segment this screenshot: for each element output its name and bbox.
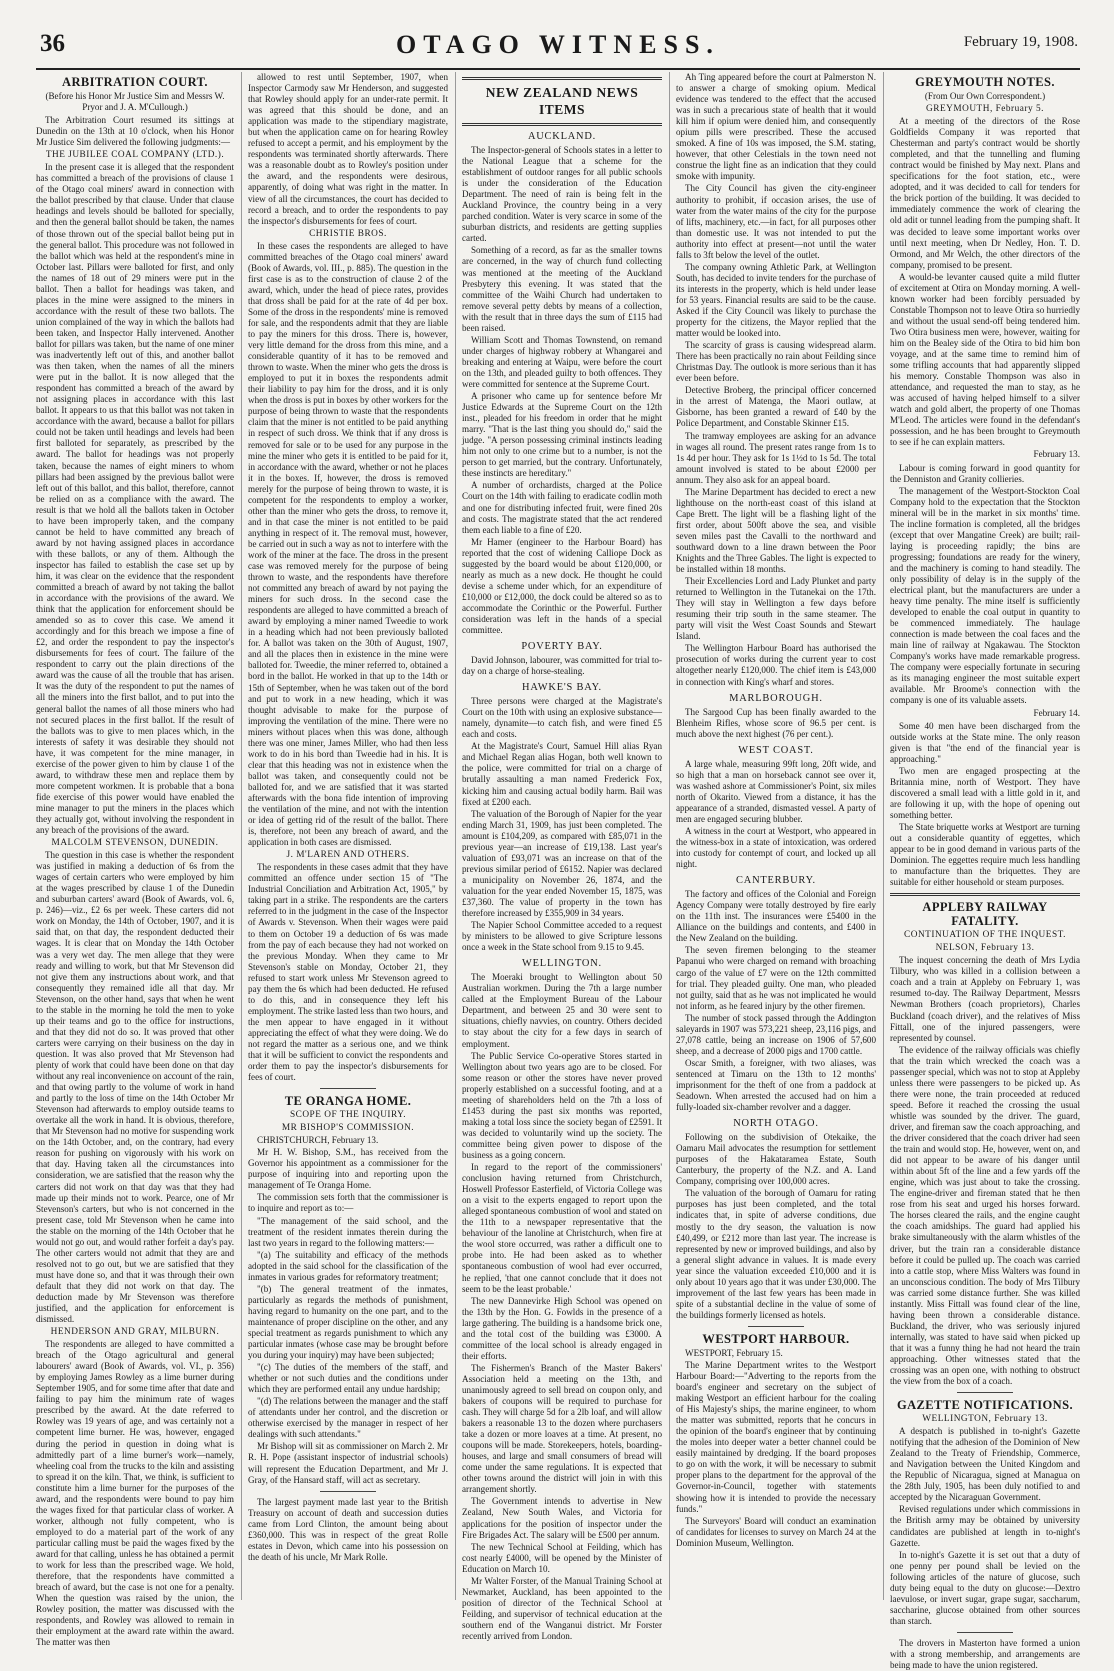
- region-heading: POVERTY BAY.: [521, 641, 603, 653]
- article-subheading: (From Our Own Correspondent.): [924, 91, 1046, 101]
- column-divider: [883, 72, 884, 1600]
- paragraph: Following on the subdivision of Otekaike, the Oamaru Mail advocates the resumption for settlement purposes of the Hakataramea Estate, South Canterbury, the property of the N.Z. and A. Land Company, comprising over 100,000 acres.: [676, 1132, 876, 1187]
- paragraph: The factory and offices of the Colonial and Foreign Agency Company were totally destroyed by fire early on the 11th inst. The insurances were £5400 in the Alliance on the buildings and contents, and £400 in the New Zealand on the building.: [676, 889, 876, 944]
- article-subheading: CONTINUATION OF THE INQUEST.: [904, 930, 1066, 941]
- dateline: GREYMOUTH, February 5.: [926, 104, 1044, 115]
- section-rule: [320, 1491, 376, 1492]
- paragraph: The Arbitration Court resumed its sittings at Dunedin on the 13th at 10 o'clock, when his Honor Mr Justice Sim delivered the following judgments:—: [36, 115, 234, 148]
- paragraph: A number of orchardists, charged at the Police Court on the 14th with failing to eradicate codlin moth and one for distributing infected fruit, were fined 20s and costs. The magistrate stated that the act rendered them each liable to a fine of £20.: [462, 480, 662, 535]
- column-3: [462, 72, 662, 1641]
- paragraph: The scarcity of grass is causing widespread alarm. There has been practically no rain about Feilding since Christmas Day. The outlook is more serious than it has ever been before.: [676, 340, 876, 384]
- paragraph: A witness in the court at Westport, who appeared in the witness-box in a state of intoxication, was ordered into custody for contempt of court, and locked up all night.: [676, 826, 876, 870]
- paragraph: In the present case it is alleged that the respondent has committed a breach of the provisions of clause 1 of the Otago coal miners' award in connection with the ballot prescribed by that clause. Under that clause headings and levels should be balloted for specially, and then the general ballot should be taken, the names of those thrown out of the special ballot being put in the general ballot. This procedure was not followed in the ballot which was held at the respondent's mine in October last. Pillars were balloted for first, and only the names of 18 out of 29 miners were put in the ballot. Then a ballot for headings was taken, and places in the mine were assigned to the miners in accordance with the result of these two ballots. The union complained of the way in which the ballots had been taken, and Inspector Hally intervened. Another ballot for pillars was taken, but the name of one miner was inadvertently left out of this, and another ballot was then taken, when the names of all the miners were put in the ballot. It is now alleged that the respondent has committed a breach of the award by not assigning places in accordance with this last ballot. It appears to us that this ballot was not taken in accordance with the award, because a ballot for pillars could not be taken until headings and levels had been first balloted for separately, as prescribed by the award. The ballot for headings was not properly taken, because the names of eight miners to whom pillars had been assigned by the previous ballot were left out of this ballot, and this ballot, therefore, cannot be relied on as a compliance with the award. The result is that we hold all the ballots taken in October to have been improperly taken, and the company cannot be held to have committed any breach of award by not having assigned places in accordance with these ballots, or any of them. Although the inspector has failed to establish the case set up by him, it was clear on the evidence that the respondent committed a breach of award by not taking the ballot in accordance with the provisions of the award. We think that the application for enforcement should be amended so as to cover this case. We amend it accordingly and for this breach we impose a fine of £2, and order the respondent to pay the inspector's disbursements for fees of court. The failure of the respondent to carry out the plain directions of the award was the cause of all the trouble that has arisen. It was the duty of the respondent to put the names of all the miners into the first ballot, and to put into the general ballot the names of all those miners who had not secured places in the first ballot. If the result of the ballots was to give to men places which, in the interests of safety it was desirable they should not have, it was competent for the mine manager, in exercise of the power given to him by clause 1 of the award, to withdraw these men and replace them by more competent workmen. It is probable that a bona fide exercise of this power would have enabled the mine manager to put the miners in the places which they actually got, without involving the respondent in any breach of the provisions of the award.: [36, 162, 234, 836]
- paragraph: The new Dannevirke High School was opened on the 13th by the Hon. G. Fowlds in the presence of a large gathering. The building is a handsome brick one, and the total cost of the building was £3000. A committee of the local school is already engaged in their efforts.: [462, 1295, 662, 1361]
- paragraph: In to-night's Gazette it is set out that a duty of one penny per pound shall be levied on the following articles of the nature of glucose, such duty being equal to the duty on glucose:—Dextro laevulose, or invert sugar, grape sugar, saccharum, saccharine, glucose obtained from other sources than starch.: [890, 1549, 1080, 1626]
- paragraph: The Surveyors' Board will conduct an examination of candidates for licenses to survey on March 24 at the Dominion Museum, Wellington.: [676, 1515, 876, 1548]
- paragraph: The valuation of the Borough of Napier for the year ending March 31, 1909, has just been completed. The amount is £104,209, as compared with £85,071 in the previous year—an increase of £19,138. Last year's valuation of £93,071 was an increase on that of the previous similar period of £6152. Napier was declared a municipality on November 26, 1874, and the valuation for the year ended November 15, 1875, was £37,360. The value of property in the town has therefore increased by £355,909 in 34 years.: [462, 808, 662, 919]
- region-heading: MARLBOROUGH.: [729, 692, 823, 704]
- dateline: NELSON, February 13.: [935, 943, 1035, 954]
- paragraph: Some 40 men have been discharged from the outside works at the State mine. The only reason given is that "the end of the financial year is approaching.": [890, 720, 1080, 764]
- paragraph: Mr Hamer (engineer to the Harbour Board) has reported that the cost of widening Calliope Dock as suggested by the board would be about £120,000, or nearly as much as a new dock. He thought he could devise a scheme under which, for an expenditure of £10,000 or £12,000, the dock could be altered so as to accommodate the Corinthic or the Powerful. Further consideration was left in the hands of a special committee.: [462, 536, 662, 636]
- case-title: MALCOLM STEVENSON, DUNEDIN.: [51, 838, 219, 849]
- paragraph: The company owning Athletic Park, at Wellington South, has decided to invite tenders for the purchase of its interests in the property, which is held under lease for 53 years. Financial results are said to be the cause. Asked if the City Council was likely to purchase the property for the citizens, the Mayor replied that the matter would be looked into.: [676, 261, 877, 339]
- column-divider: [455, 72, 456, 1600]
- page-number: 36: [40, 30, 65, 57]
- paragraph: The Napier School Committee acceded to a request by ministers to be allowed to give Scripture lessons once a week in the State school from 9.15 to 9.45.: [462, 920, 662, 953]
- paragraph: The drovers in Masterton have formed a union with a strong membership, and arrangements are being made to have the union registered.: [890, 1637, 1080, 1671]
- article-heading: ARBITRATION COURT.: [62, 75, 208, 89]
- paragraph: William Scott and Thomas Townstend, on remand under charges of highway robbery at Whangarei and breaking and entering at Waipu, were before the court on the 13th, and pleaded guilty to both offences. They were committed for sentence at the Supreme Court.: [462, 334, 662, 389]
- paragraph: The number of stock passed through the Addington saleyards in 1907 was 573,221 sheep, 23,116 pigs, and 27,078 cattle, being an increase on 1906 of 57,600 sheep, and a decrease of 2000 pigs and 1700 cattle.: [676, 1012, 876, 1056]
- dateline: February 14.: [1033, 707, 1080, 718]
- article-subheading: SCOPE OF THE INQUIRY.: [289, 1110, 407, 1121]
- paragraph: A large whale, measuring 99ft long, 20ft wide, and so high that a man on horseback cannot see over it, was washed ashore at Commissioner's Point, six miles north of Okarito. Viewed from a distance, it has the appearance of a stranded, dismasted vessel. A party of men are engaged securing blubber.: [676, 758, 876, 824]
- paragraph: The Government intends to advertise in New Zealand, New South Wales, and Victoria for applications for the position of inspector under the Fire Brigades Act. The salary will be £500 per annum.: [462, 1496, 662, 1540]
- paragraph: The respondents in these cases admit that they have committed an offence under section 15 of "The Industrial Conciliation and Arbitration Act, 1905," by taking part in a strike. The respondents are the carters referred to in the judgment in the case of the Inspector of Awards v. Stevenson. When their wages were paid to them on October 19 a deduction of 6s was made from the pay of each because they had not worked on the previous Monday. When they came to Mr Stevenson's stable on Monday, October 21, they refused to start work unless Mr Stevenson agreed to pay them the 6s which had been deducted. He refused to do this, and in consequence they left his employment. The strike lasted less than two hours, and the men appear to have engaged in it without appreciating the effect of what they were doing. We do not regard the matter as a serious one, and we think that it will be sufficient to convict the respondents and order them to pay the inspector's disbursements for fees of court.: [248, 862, 448, 1083]
- region-heading: HAWKE'S BAY.: [522, 682, 602, 694]
- newspaper-title: OTAGO WITNESS.: [396, 30, 720, 59]
- paragraph: In regard to the report of the commissioners' conclusion having returned from Christchurch, Hoswell Professor Easterfield, of Victoria College was on a visit to the experts engaged to report upon the alleged spontaneous combustion of wool and stated on the 11th to a newspaper representative that the behaviour of the lanoline at Christchurch, when fire at the wool store occurred, was rather a difficult one to probe into. He had been asked as to whether spontaneous combustion of wool had ever occurred, he replied, 'that one cannot conclude that it does not seem to be the least probable.': [462, 1162, 662, 1294]
- paragraph: The Moeraki brought to Wellington about 50 Australian workmen. During the 7th a large number called at the Employment Bureau of the Labour Department, and between 25 and 30 were sent to situations, chiefly navvies, on country. Others decided to stay about the city for a few days in search of employment.: [462, 972, 662, 1049]
- region-heading: WELLINGTON.: [522, 958, 602, 970]
- column-2: [248, 72, 448, 1602]
- paragraph: Three persons were charged at the Magistrate's Court on the 10th with using an explosive substance—namely, dynamite—to catch fish, and were fined £5 each and costs.: [462, 696, 662, 740]
- article-heading: NEW ZEALAND NEWS ITEMS: [485, 85, 639, 117]
- region-heading: CANTERBURY.: [736, 875, 816, 887]
- section-rule: [748, 1326, 804, 1327]
- masthead-rule: [36, 68, 1080, 70]
- column-5: [890, 72, 1080, 1671]
- paragraph: The State briquette works at Westport are turning out a considerable quantity of eggettes, which appear to be in good demand in various parts of the Dominion. The eggettes require much less handling to manufacture than the briquettes. They are suitable for either household or steam purposes.: [890, 822, 1080, 888]
- paragraph: David Johnson, labourer, was committed for trial to-day on a charge of horse-stealing.: [462, 655, 662, 677]
- paragraph: Detective Broberg, the principal officer concerned in the arrest of Matenga, the Maori outlaw, at Gisborne, has been granted a reward of £40 by the Police Department, and Constable Skinner £15.: [676, 385, 876, 429]
- paragraph: The inquest concerning the death of Mrs Lydia Tilbury, who was killed in a collision between a coach and a train at Appleby on February 1, was resumed to-day. The Railway Department, Messrs Newman Brothers (coach proprietors), Charles Buckland (coach driver), and the relatives of Miss Fittall, one of the injured passengers, were represented by counsel.: [890, 955, 1080, 1043]
- column-4: [676, 72, 876, 1602]
- paragraph: "(a) The suitability and efficacy of the methods adopted in the said school for the classification of the inmates in various grades for reformatory treatment;: [248, 1249, 448, 1282]
- paragraph: A would-be levanter caused quite a mild flutter of excitement at Otira on Monday morning. A well-known worker had been forcibly persuaded by Constable Thompson not to leave Otira so hurriedly and without the usual send-off being tendered him. Two Otira business men were, however, waiting for him on the Bealey side of the Otira to bid him bon voyage, and at the same time to remind him of some trifling accounts that had apparently slipped his memory. Constable Thompson was also in attendance, and requested the man to stay, as he was accused of having helped himself to a silver watch and gold albert, the property of one Thomas M'Leod. The articles were found in the defendant's possession, and he has been brought to Greymouth to see if he can explain matters.: [890, 271, 1080, 448]
- paragraph: The question in this case is whether the respondent was justified in making a deduction of 6s from the wages of certain carters who were employed by him at the wages prescribed by clause 1 of the Dunedin and suburban carters' award (Book of Awards, vol. 6, p. 246)—viz., £2 6s per week. These carters did not work on Monday, the 14th of October, 1907, and it is said that, on that day, the respondent deducted their wages. It is clear that on Monday the 14th October was a very wet day. The men allege that they were ready and willing to work, but that Mr Stevenson did not give them any instructions about work, and that consequently they remained idle all that day. Mr Stevenson, on the other hand, says that when he went to the stable in the morning he told the men to yoke up their teams and go to the office for instructions, and that they did not do so. It was proved that other carters were carrying on their business on the day in question. It was also proved that Mr Stevenson had plenty of work that could have been done on that day without any real inconvenience on account of the rain, and that owing partly to the volume of work in hand and partly to the loss of time on the 14th October Mr Stevenson had afterwards to employ outside teams to overtake all the work in hand. It is obvious, therefore, that Mr Stevenson had no motive for suspending work on the 14th October, and, on the contrary, had every reason for pushing on vigorously with his work on that day. Having taken all the circumstances into consideration, we are satisfied that the reason why the carters did not work on that day was that they had made up their minds not to work. Pearce, one of Mr Stevenson's carters, but who is not concerned in the present case, told Mr Stevenson when he came into the stable on the morning of the 14th October that he would not go out, and would rather forfeit a day's pay. The other carters would not admit that they are and resolved not to go out, but we are satisfied that they must have done so, and that it was through their own default that they did not work on that day. The deduction made by Mr Stevenson was therefore justified, and the application for enforcement is dismissed.: [36, 850, 235, 1325]
- paragraph: The largest payment made last year to the British Treasury on account of death and succession duties came from Lord Clinton, the amount being about £360,000. This was in respect of the great Rolle estates in Devon, which came into his possession on the death of his uncle, Mr Mark Rolle.: [248, 1496, 448, 1562]
- section-rule: [957, 1632, 1013, 1633]
- region-heading: AUCKLAND.: [527, 131, 597, 142]
- paragraph: The Public Service Co-operative Stores started in Wellington about two years ago are to be closed. For some reason or other the stores have never proved properly established on a successful footing, and at a meeting of shareholders held on the 7th a loss of £1453 during the past six months was reported, making a total loss since the society began of £2591. It was decided to voluntarily wind up the society. The committee being given power to dispose of the business as a going concern.: [462, 1050, 662, 1160]
- paragraph: "(b) The general treatment of the inmates, particularly as regards the methods of punishment, having regard to humanity on the one part, and to the maintenance of proper discipline on the other, and any special treatment as regards punishment to which any particular inmates (whose case may be brought before you during your inquiry) may have been subjected;: [248, 1283, 448, 1361]
- paragraph: The Inspector-general of Schools states in a letter to the National League that a scheme for the establishment of outdoor ranges for all public schools is under the consideration of the Education Department. The need of rain is being felt in the Auckland Province, the country being in a very parched condition. Water is very scarce in some of the suburban districts, and residents are getting supplies carted.: [462, 145, 662, 244]
- paragraph: At the Magistrate's Court, Samuel Hill alias Ryan and Michael Regan alias Hogan, both well known to the police, were committed for trial on a charge of brutally assaulting a man named Frederick Fox, kicking him and causing actual bodily harm. Bail was fixed at £200 each.: [462, 741, 662, 807]
- paragraph: A prisoner who came up for sentence before Mr Justice Edwards at the Supreme Court on the 12th inst., pleaded for his freedom in order that he might marry. "That is the last thing you should do," said the judge. "A person possessing criminal instincts leading him not only to one crime but to a number, is not the person to get married, but the contrary. Unfortunately, these instincts are hereditary.": [462, 391, 662, 479]
- article-heading: WESTPORT HARBOUR.: [702, 1331, 850, 1346]
- paragraph: Ah Ting appeared before the court at Palmerston N. to answer a charge of smoking opium. Medical evidence was tendered to the effect that the accused was in such a precarious state of health that it would kill him if opium were denied him, and consequently opium pills were prescribed. These the accused smoked. A fine of 10s was imposed, the S.M. stating, however, that other Celestials in the town need not construe the light fine as an indication that they could smoke with impunity.: [676, 72, 876, 182]
- dateline: WELLINGTON, February 13.: [922, 1414, 1048, 1425]
- column-divider: [669, 72, 670, 1600]
- article-heading: GREYMOUTH NOTES.: [915, 75, 1055, 89]
- paragraph: Something of a record, as far as the smaller towns are concerned, in the way of church fund collecting was mentioned at the meeting of the Auckland Presbytery this evening. It was stated that the committee of the Waihi Church had undertaken to remove several petty debts by means of a collection, with the result that in three days the sum of £115 had been raised.: [462, 245, 662, 333]
- section-rule: [320, 1088, 376, 1089]
- paragraph: The Fishermen's Branch of the Master Bakers' Association held a meeting on the 13th, and unanimously agreed to sell bread on coupon only, and bakers of coupons will be required to purchase for cash. They will charge 5d for a 2lb loaf, and will allow bakers a reasonable 13 to the dozen where purchasers take a dozen or more loaves at a time. At present, no coupons will be made. Storekeepers, hotels, boarding-houses, and large and small consumers of bread will come under the same regulations. It is expected that other towns around the district will join in with this arrangement shortly.: [462, 1362, 662, 1495]
- column-divider: [241, 72, 242, 1600]
- region-heading: WEST COAST.: [738, 744, 814, 756]
- region-heading: NORTH OTAGO.: [733, 1118, 819, 1130]
- section-rule: [957, 1392, 1013, 1393]
- paragraph: At a meeting of the directors of the Rose Goldfields Company it was reported that Chesterman and party's contract would be shortly completed, and that the tunnelling and fluming contract would be finished by May next. Plans and specifications for the foot station, etc., were adopted, and it was decided to call for tenders for the brick portion of the building. It was decided to immediately commence the work of clearing the old adit or tunnel leading from the pumping shaft. It was decided to leave some important works over until next meeting, when Dr Nedley, Hon. T. D. Ormond, and Mr Welch, the other directors of the company, promised to be present.: [890, 116, 1080, 270]
- heading-rule: [890, 893, 1080, 896]
- issue-date: February 19, 1908.: [963, 34, 1078, 50]
- paragraph: The tramway employees are asking for an advance in wages all round. The present rates range from 1s to 1s 4d per hour. They ask for 1s 1½d to 1s 5d. The total amount involved is stated to be about £2000 per annum. They also ask for an appeal board.: [676, 430, 876, 485]
- article-subheading: (Before his Honor Mr Justice Sim and Messrs W. Pryor and J. A. M'Cullough.): [45, 91, 225, 113]
- paragraph: In these cases the respondents are alleged to have committed breaches of the Otago coal miners' award (Book of Awards, vol. III., p. 885). The question in the first case is as to the construction of clause 2 of the award, which, under the head of piece rates, provides that dross shall be paid for at the rate of 4d per box. Some of the dross in the respondents' mine is removed for sale, and the respondents admit that they are liable to pay the miners for this dross. There is, however, very little demand for the dross from this mine, and a considerable quantity of it has to be removed and thrown to waste. When the miner who gets the dross is employed to put it in boxes the respondents admit their liability to pay him for the dross, and it is only when the dross is put in boxes by other workers for the purpose of being thrown to waste that the respondents claim that the miner is not entitled to be paid anything in respect of such dross. We think that if any dross is removed for sale or to be used for any purpose in the mine the miner who gets it is entitled to be paid for it, in accordance with the award, whether or not he places it in the boxes. If, however, the dross is removed merely for the purpose of being thrown to waste, it is competent for the respondents to employ a worker, other than the miner who gets the dross, to remove it, and in that case the miner is not entitled to be paid anything in respect of it. The removal must, however, be carried out in such a way as not to interfere with the work of the miner at the face. The dross in the present case was removed merely for the purpose of being thrown to waste, and the respondents have therefore not committed any breach of award by not paying the miners for such dross. In the second case the respondents are alleged to have committed a breach of award by employing a miner named Tweedie to work in a heading which had not been previously balloted for. A ballot was taken on the 30th of August, 1907, and all the places then in existence in the mine were balloted for. Tweedie, the miner referred to, obtained a bord in the ballot. He worked in that up to the 14th or 15th of September, when he was taken out of the bord and put to work in a new heading, which it was thought advisable to make for the purpose of improving the ventilation of the mine. There were no miners without places when this was done, although there was one miner, James Miller, who had then less work to do in his bord than Tweedie had in his. It is clear that this heading was not in existence when the ballot was taken, and consequently could not be balloted for, and we are satisfied that it was started afterwards with the bona fide intention of improving the ventilation of the mine, and not with the intention or idea of getting rid of the result of the ballot. There is, therefore, not been any breach of award, and the application in both cases are dismissed.: [248, 240, 448, 848]
- paragraph: The new Technical School at Feilding, which has cost nearly £4000, will be opened by the Minister of Education on March 10.: [462, 1541, 662, 1574]
- paragraph: The management of the Westport-Stockton Coal Company hold to the expectation that the Stockton mineral will be in the market in six months' time. The incline formation is completed, all the bridges (except that over Mangatine Creek) are built; rail-laying is proceeding rapidly; the bins are progressing; foundations are ready for the winery, and the machinery is coming to hand steadily. The only possibility of delay is in the supply of the electrical plant, but the manufacturers are under a heavy time penalty. The mine itself is sufficiently developed to enable the coal output in quantity to be commenced immediately. The haulage connection is made between the coal faces and the main line of railway at Ngakawau. The Stockton Company's works have made remarkable progress. The company were especially fortunate in securing as its managing engineer the most suitable expert available. Mr Broome's connection with the company is one of its valuable assets.: [890, 485, 1080, 706]
- paragraph: The Sargood Cup has been finally awarded to the Blenheim Rifles, whose score of 96.5 per cent. is much above the next highest (76 per cent.).: [676, 706, 876, 739]
- paragraph: Revised regulations under which commissions in the British army may be obtained by university candidates are published at length in to-night's Gazette.: [890, 1504, 1080, 1548]
- article-subheading: MR BISHOP'S COMMISSION.: [281, 1123, 415, 1134]
- paragraph: allowed to rest until September, 1907, when Inspector Carmody saw Mr Henderson, and suggested that Rowley should apply for an under-rate permit. It was agreed that this should be done, and an application was made to the stipendiary magistrate, but when the application came on for hearing Rowley refused to accept a permit, and his employment by the respondents was terminated shortly afterwards. There was a reasonable doubt as to Rowley's position under the award, and the respondents were desirous, apparently, of doing what was right in the matter. In view of all the circumstances, the court has decided to record a breach, and to order the respondents to pay the inspector's disbursements for fees of court.: [248, 72, 448, 226]
- heading-rule: [462, 123, 662, 126]
- paragraph: The evidence of the railway officials was chiefly that the train which wrecked the coach was a passenger special, which was not to stop at Appleby unless there were passengers to be picked up. As there were none, the train proceeded at reduced speed. Before it reached the crossing the usual whistle was sounded by the driver. The guard, driver, and fireman saw the coach approaching, and the driver considered that the coach driver had seen the train and would stop. He, however, went on, and did not appear to be aware of his danger until within about 5ft of the line and a few yards off the engine, which was just about to take the crossing. The engine-driver and fireman stated that he then rose from his seat and urged his horses forward. The horses cleared the rails, and the engine caught the coach amidships. The guard had applied his brake simultaneously with the alarm whistles of the driver, but the train ran a considerable distance before it could be pulled up. The coach was carried into a cattle stop, where Miss Walters was found in an unconscious condition. The body of Mrs Tilbury was carried some distance further. She was killed instantly. Miss Fittall was found clear of the line, having been thrown a considerable distance. Buckland, the driver, who was seriously injured internally, was stated to have said when picked up that it was a funny thing he had not heard the train approaching. Other witnesses stated that the crossing was an open one, with nothing to obstruct the view from the box of a coach.: [890, 1044, 1080, 1387]
- dateline: February 13.: [1033, 449, 1080, 460]
- paragraph: Two men are engaged prospecting at the Britannia mine, north of Westport. They have discovered a small lead with a little gold in it, and are following it up, with the hope of opening out something better.: [890, 765, 1080, 820]
- heading-rule: [462, 77, 662, 80]
- paragraph: The Wellington Harbour Board has authorised the prosecution of works during the current year to cost altogether nearly £120,000. The chief item is £43,000 in connection with King's wharf and stores.: [676, 643, 876, 687]
- paragraph: The Marine Department has decided to erect a new lighthouse on the north-east coast of this island at Cape Brett. The light will be a flashing light of the first order, about 500ft above the sea, and visible seven miles past the Cavalli to the northward and southward down to a line drawn between the Poor Knights and the Three Gables. The light is expected to be installed within 18 months.: [676, 486, 876, 575]
- paragraph: The respondents are alleged to have committed a breach of the Otago agricultural and general labourers' award (Book of Awards, vol. VI., p. 356) by employing James Rowley as a lime burner during September 1905, and for some time after that date and failing to pay him the minimum rate of wages prescribed by the award. At the date referred to Rowley was 19 years of age, and was certainly not a competent lime burner. He was, however, engaged during the period in question in doing what is admittedly part of a lime burner's work—namely, wheeling coal from the trucks to the kiln and assisting to spread it on the kiln. That, we think, is sufficient to constitute him a lime burner for the purposes of the award, and the respondents were bound to pay him the wages fixed for that particular class of worker. A worker, although not fully competent, who is employed to do a material part of the work of any particular calling must be paid the wages fixed by the award for that calling, unless he has obtained a permit to work for less than the prescribed wage. We hold, therefore, that the respondents have committed a breach of award, but the case is not one for a penalty. When the question was raised by the union, the Rowley position, the matter was discussed with the respondents, and Rowley was allowed to remain in their employment at the award rate within the award. The matter was then: [36, 1339, 234, 1648]
- column-1: [36, 72, 235, 1648]
- dateline: WESTPORT, February 15.: [685, 1347, 783, 1358]
- article-heading: GAZETTE NOTIFICATIONS.: [897, 1398, 1073, 1413]
- paragraph: Mr Bishop will sit as commissioner on March 2. Mr R. H. Pope (assistant inspector of industrial schools) will represent the Education Department, and Mr J. Gray, of the Hansard staff, will act as secretary.: [248, 1441, 448, 1485]
- paragraph: Mr Walter Forster, of the Manual Training School at Newmarket, Auckland, has been appointed to the position of director of the Technical School at Feilding, and supervisor of technical education at the southern end of the Wanganui district. Mr Forster recently arrived from London.: [462, 1575, 662, 1641]
- article-heading: APPLEBY RAILWAY FATALITY.: [922, 900, 1048, 929]
- paragraph: The commission sets forth that the commissioner is to inquire and report as to:—: [248, 1192, 448, 1214]
- case-title: HENDERSON AND GRAY, MILBURN.: [50, 1327, 220, 1338]
- paragraph: The seven firemen belonging to the steamer Papanui who were charged on remand with broaching cargo of the value of £7 were on the 12th committed for trial. They pleaded guilty. One man, who pleaded not guilty, said that as he was not implicated he would not inform, as he feared injury by the other firemen.: [676, 945, 876, 1011]
- paragraph: Oscar Smith, a foreigner, with two aliases, was sentenced at Timaru on the 13th to 12 months' imprisonment for the theft of one from a paddock at Seadown. When arrested the accused had on him a fully-loaded six-chamber revolver and a dagger.: [676, 1057, 876, 1113]
- article-heading: TE ORANGA HOME.: [284, 1094, 412, 1109]
- paragraph: "(d) The relations between the manager and the staff of attendants under her control, and the discretion or otherwise exercised by the manager in respect of her dealings with such attendants.": [248, 1396, 448, 1440]
- paragraph: Labour is coming forward in good quantity for the Denniston and Granity collieries.: [890, 462, 1080, 484]
- case-title: THE JUBILEE COAL COMPANY (LTD.).: [45, 150, 225, 161]
- masthead: [36, 28, 1080, 68]
- case-title: CHRISTIE BROS.: [309, 228, 387, 239]
- paragraph: The City Council has given the city-engineer authority to prohibit, if occasion arises, the use of water from the water mains of the city for the purpose of lifts, machinery, etc.—in fact, for all purposes other than domestic use. It was not intended to put the authority into effect at present—not until the water falls to 3ft below the level of the outlet.: [676, 183, 876, 260]
- paragraph: "The management of the said school, and the treatment of the resident inmates therein during the last two years in regard to the following matters:—: [248, 1215, 448, 1248]
- paragraph: A despatch is published in to-night's Gazette notifying that the adhesion of the Dominion of New Zealand to the Treaty of Friendship, Commerce, and Navigation between the United Kingdom and the Republic of Nicaragua, signed at Managua on the 28th July, 1905, has been duly notified to and accepted by the Nicaraguan Government.: [890, 1426, 1080, 1503]
- dateline: CHRISTCHURCH, February 13.: [257, 1135, 379, 1146]
- paragraph: Their Excellencies Lord and Lady Plunket and party returned to Wellington in the Tutanekai on the 17th. They will stay in Wellington a few days before resuming their trip south in the same steamer. The party will visit the West Coast Sounds and Stewart Island.: [676, 576, 876, 642]
- paragraph: "(c) The duties of the members of the staff, and whether or not such duties and the conditions under which they are performed entail any undue hardship;: [248, 1362, 448, 1395]
- paragraph: The Marine Department writes to the Westport Harbour Board:—"Adverting to the reports from the board's engineer and secretary on the subject of making Westport an efficient harbour for the coaling of His Majesty's ships, the marine engineer, to whom the matter was submitted, reports that he concurs in the opinion of the board's engineer that by continuing the moles into deeper water a better channel could be easily maintained by dredging. If the board proposes to go on with the work, it will be necessary to submit proper plans to the department for the approval of the Governor-in-Council, together with statements showing how it is intended to provide the necessary funds.": [676, 1359, 876, 1514]
- paragraph: Mr H. W. Bishop, S.M., has received from the Governor his appointment as a commissioner for the purpose of inquiring into and reporting upon the management of Te Oranga Home.: [248, 1147, 448, 1191]
- case-title: J. M'LAREN AND OTHERS.: [286, 850, 410, 861]
- paragraph: The valuation of the borough of Oamaru for rating purposes has just been completed, and the total indicates that, in spite of adverse conditions, due mostly to the dry season, the valuation is now £40,499, or £212 more than last year. The increase is represented by new or improved buildings, and also by a general slight advance in values. It is made every year since the valuation exceeded £10,000 and it is only about 10 years ago that it was under £30,000. The improvement of the last few years has been made in spite of a substantial decline in the value of some of the buildings formerly licensed as hotels.: [676, 1188, 876, 1320]
